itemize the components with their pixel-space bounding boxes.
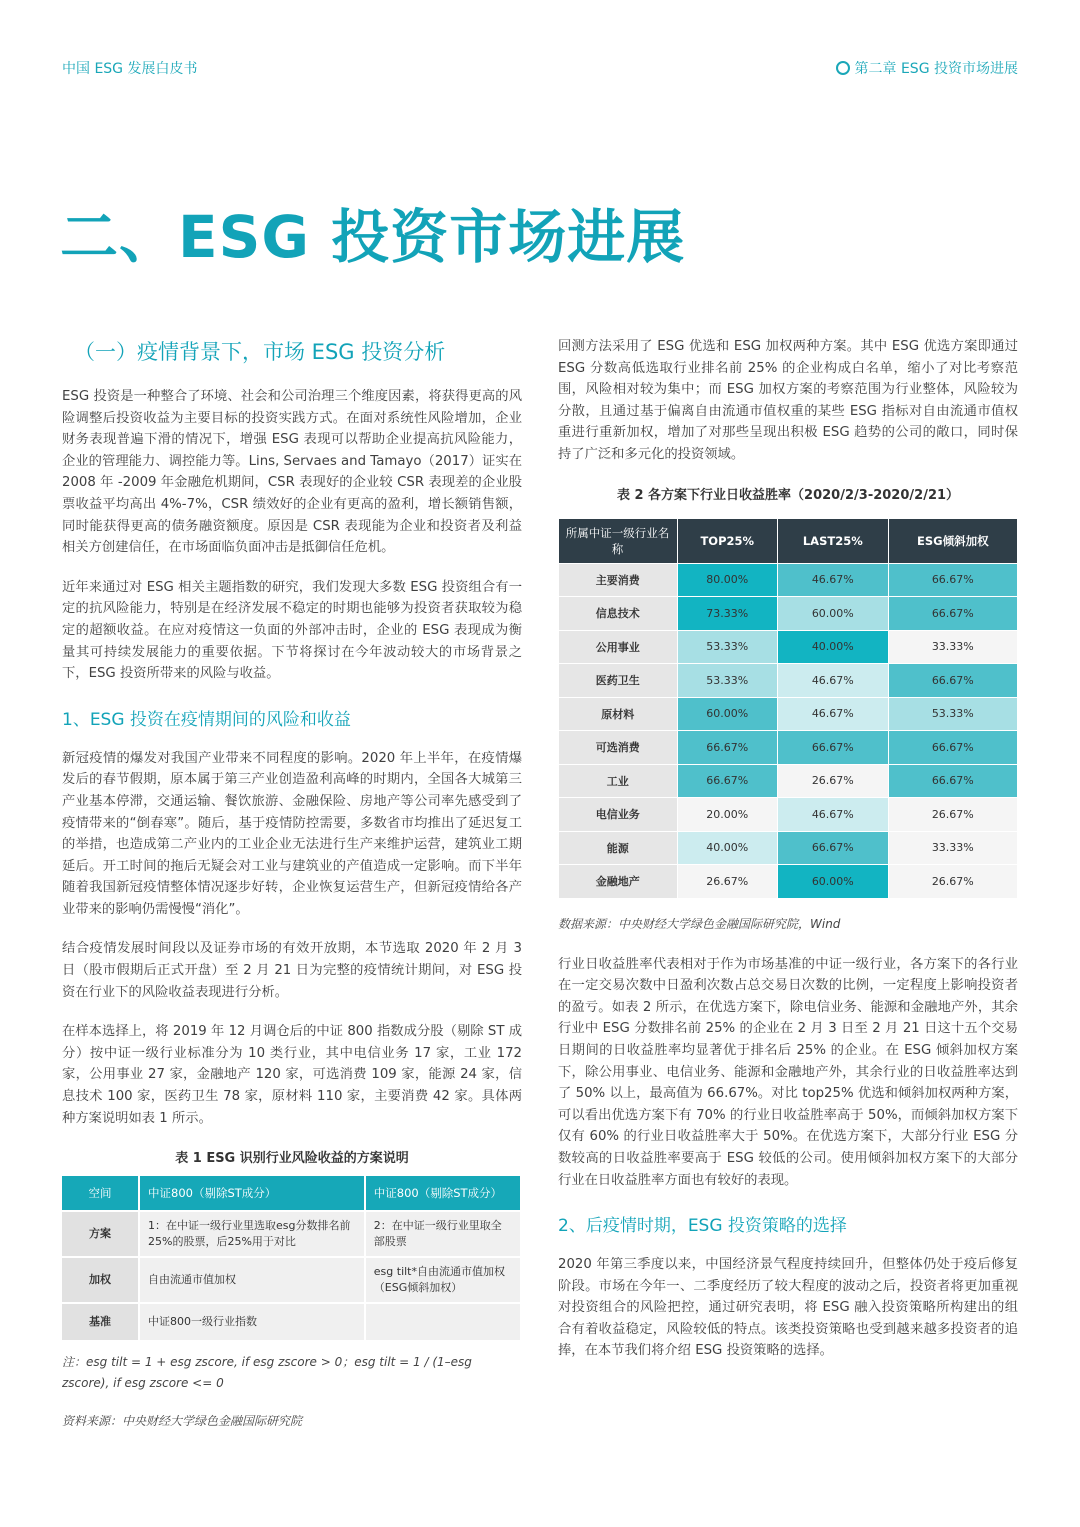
paragraph: 新冠疫情的爆发对我国产业带来不同程度的影响。2020 年上半年，在疫情爆发后的春节假期，原本属于第三产业创造盈利高峰的时期内，全国各大城第三产业基本停滞，交通运输、餐饮旅游、金融保险、房地产等公司率先感受到了疫情带来的“倒春寒”。随后，基于疫情防控需要，多数省市均推出了延迟复工的举措，也造成第二产业内的工业企业无法进行生产来维护运营，建筑业工期延后。开工时间的拖后无疑会对工业与建筑业的产值造成一定影响。而下半年随着我国新冠疫情整体情况逐步好转，企业恢复运营生产，但新冠疫情给各产业带来的影响仍需慢慢“消化”。 xyxy=(62,750,522,917)
table1-header: 空间 xyxy=(62,1176,139,1211)
win-rate-cell: 46.67% xyxy=(777,664,888,698)
section-heading: （一）疫情背景下，市场 ESG 投资分析 xyxy=(74,340,446,364)
paragraph: 行业日收益胜率代表相对于作为市场基准的中证一级行业，各方案下的各行业在一定交易次数中日盈利次数占总交易日次数的比例，一定程度上影响投资者的盈亏。如表 2 所示，在优选方案下，除电信业务、能源和金融地产外，其余行业中 ESG 分数排名前 25% 的企业在 2 月 3 日至 2 月 21 日这十五个交易日期间的日收益胜率均显著优于排名后 25% 的企业。在 ESG 倾斜加权方案下，除公用事业、电信业务、能源和金融地产外，其余行业的日收益胜率达到了 50% 以上，最高值为 66.67%。对比 top25% 优选和倾斜加权两种方案，可以看出优选方案下有 70% 的行业日收益胜率高于 50%，而倾斜加权方案下仅有 60% 的行业日收益胜率大于 50%。在优选方案下，大部分行业 ESG 分数较高的日收益胜率要高于 ESG 较低的公司。使用倾斜加权方案下的大部分行业在日收益胜率方面也有较好的表现。 xyxy=(558,956,1018,1188)
table2-source: 数据来源：中央财经大学绿色金融国际研究院，Wind xyxy=(558,916,841,931)
row-label: 基准 xyxy=(62,1303,139,1340)
table-row xyxy=(559,664,1018,698)
row-label: 加权 xyxy=(62,1257,139,1303)
table1-note: 注：esg tilt = 1 + esg zscore, if esg zscore > 0；esg tilt = 1 / (1–esg zscore), if esg zscore <= 0 xyxy=(62,1355,472,1391)
row-label: 方案 xyxy=(62,1211,139,1257)
win-rate-cell: 66.67% xyxy=(888,563,1017,597)
win-rate-cell: 40.00% xyxy=(777,630,888,664)
industry-name: 主要消费 xyxy=(559,563,678,597)
running-header-right-text: 第二章 ESG 投资市场进展 xyxy=(854,61,1018,77)
win-rate-cell: 33.33% xyxy=(888,831,1017,865)
win-rate-cell: 26.67% xyxy=(888,865,1017,899)
win-rate-cell: 46.67% xyxy=(777,697,888,731)
table-row xyxy=(62,1211,521,1257)
win-rate-cell: 66.67% xyxy=(777,831,888,865)
industry-name: 原材料 xyxy=(559,697,678,731)
paragraph: ESG 投资是一种整合了环境、社会和公司治理三个维度因素，将获得更高的风险调整后投资收益为主要目标的投资实践方式。在面对系统性风险增加，企业财务表现普遍下滑的情况下，增强 ESG 表现可以帮助企业提高抗风险能力，企业的管理能力、调控能力等。Lins, Servaes and Tamayo（2017）证实在 2008 年 -2009 年金融危机期间，CSR 表现好的企业较 CSR 表现差的企业股票收益平均高出 4%-7%，CSR 绩效好的企业有更高的盈利，增长额销售额，同时能获得更高的债务融资额度。原因是 CSR 表现能为企业和投资者及利益相关方创建信任，在市场面临负面冲击是抵御信任危机。 xyxy=(62,389,522,556)
win-rate-cell: 26.67% xyxy=(677,865,777,899)
win-rate-cell: 26.67% xyxy=(777,764,888,798)
table-row xyxy=(559,697,1018,731)
running-header-left: 中国 ESG 发展白皮书 xyxy=(62,61,198,77)
table-row xyxy=(559,731,1018,765)
win-rate-cell: 26.67% xyxy=(888,798,1017,832)
win-rate-cell: 66.67% xyxy=(888,731,1017,765)
table-row xyxy=(559,764,1018,798)
table1 xyxy=(62,1176,522,1340)
chapter-title: 二、ESG 投资市场进展 xyxy=(60,203,686,271)
win-rate-cell: 66.67% xyxy=(777,731,888,765)
table-cell xyxy=(365,1303,521,1340)
table-row xyxy=(559,563,1018,597)
table-row xyxy=(559,798,1018,832)
left-column xyxy=(62,332,522,1429)
win-rate-cell: 33.33% xyxy=(888,630,1017,664)
table2-header: LAST25% xyxy=(777,519,888,564)
industry-name: 电信业务 xyxy=(559,798,678,832)
table2-header: ESG倾斜加权 xyxy=(888,519,1017,564)
win-rate-cell: 66.67% xyxy=(888,664,1017,698)
table-row xyxy=(62,1303,521,1340)
win-rate-cell: 53.33% xyxy=(888,697,1017,731)
industry-name: 医药卫生 xyxy=(559,664,678,698)
circle-icon xyxy=(836,61,850,75)
win-rate-cell: 66.67% xyxy=(888,764,1017,798)
table1-header: 中证800（剔除ST成分） xyxy=(139,1176,365,1211)
industry-name: 工业 xyxy=(559,764,678,798)
win-rate-cell: 46.67% xyxy=(777,563,888,597)
table-cell: 自由流通市值加权 xyxy=(139,1257,365,1303)
industry-name: 公用事业 xyxy=(559,630,678,664)
table1-source: 资料来源：中央财经大学绿色金融国际研究院 xyxy=(62,1414,303,1429)
table-cell: 中证800一级行业指数 xyxy=(139,1303,365,1340)
table2 xyxy=(558,519,1018,899)
industry-name: 信息技术 xyxy=(559,597,678,631)
table-cell: 2：在中证一级行业里取全部股票 xyxy=(365,1211,521,1257)
win-rate-cell: 60.00% xyxy=(677,697,777,731)
table2-body xyxy=(559,563,1018,898)
win-rate-cell: 80.00% xyxy=(677,563,777,597)
table1-caption: 表 1 ESG 识别行业风险收益的方案说明 xyxy=(175,1151,409,1167)
subsection-heading: 1、ESG 投资在疫情期间的风险和收益 xyxy=(62,709,351,730)
win-rate-cell: 53.33% xyxy=(677,630,777,664)
win-rate-cell: 20.00% xyxy=(677,798,777,832)
paragraph: 回测方法采用了 ESG 优选和 ESG 加权两种方案。其中 ESG 优选方案即通过 ESG 分数高低选取行业排名前 25% 的企业构成白名单，缩小了对比考察范围，风险相对较为集中；而 ESG 加权方案的考察范围为行业整体，风险较为分散，且通过基于偏离自由流通市值权重的某些 ESG 指标对自由流通市值权重进行重新加权，增加了对那些呈现出积极 ESG 趋势的公司的敞口，同时保持了广泛和多元化的投资领域。 xyxy=(558,339,1018,462)
win-rate-cell: 60.00% xyxy=(777,865,888,899)
running-header-right xyxy=(836,58,1018,78)
table2-header: TOP25% xyxy=(677,519,777,564)
industry-name: 能源 xyxy=(559,831,678,865)
paragraph: 近年来通过对 ESG 相关主题指数的研究，我们发现大多数 ESG 投资组合有一定的抗风险能力，特别是在经济发展不稳定的时期也能够为投资者获取较为稳定的超额收益。在应对疫情这一负面的外部冲击时，企业的 ESG 表现成为衡量其可持续发展能力的重要依据。下节将探讨在今年波动较大的市场背景之下，ESG 投资所带来的风险与收益。 xyxy=(62,579,522,682)
table-row xyxy=(559,597,1018,631)
paragraph: 在样本选择上，将 2019 年 12 月调仓后的中证 800 指数成分股（剔除 ST 成分）按中证一级行业标准分为 10 类行业，其中电信业务 17 家，工业 172 家，公用事业 27 家，金融地产 120 家，可选消费 109 家，能源 24 家，信息技术 100 家，医药卫生 78 家，原材料 110 家，主要消费 42 家。具体两种方案说明如表 1 所示。 xyxy=(62,1024,522,1126)
paragraph: 结合疫情发展时间段以及证券市场的有效开放期，本节选取 2020 年 2 月 3 日（股市假期后正式开盘）至 2 月 21 日为完整的疫情统计期间，对 ESG 投资在行业下的风险收益表现进行分析。 xyxy=(62,941,522,1000)
win-rate-cell: 73.33% xyxy=(677,597,777,631)
table2-header: 所属中证一级行业名称 xyxy=(559,519,678,564)
win-rate-cell: 66.67% xyxy=(888,597,1017,631)
win-rate-cell: 53.33% xyxy=(677,664,777,698)
industry-name: 金融地产 xyxy=(559,865,678,899)
subsection-heading: 2、后疫情时期，ESG 投资策略的选择 xyxy=(558,1216,847,1237)
win-rate-cell: 46.67% xyxy=(777,798,888,832)
table-row xyxy=(559,865,1018,899)
table-row xyxy=(559,831,1018,865)
table-cell: esg tilt*自由流通市值加权（ESG倾斜加权） xyxy=(365,1257,521,1303)
table-row xyxy=(62,1257,521,1303)
win-rate-cell: 60.00% xyxy=(777,597,888,631)
industry-name: 可选消费 xyxy=(559,731,678,765)
paragraph: 2020 年第三季度以来，中国经济景气程度持续回升，但整体仍处于疫后修复阶段。市场在今年一、二季度经历了较大程度的波动之后，投资者将更加重视对投资组合的风险把控，通过研究表明，将 ESG 融入投资策略所构建出的组合有着收益稳定，风险较低的特点。该类投资策略也受到越来越多投资者的追捧，在本节我们将介绍 ESG 投资策略的选择。 xyxy=(558,1257,1018,1359)
right-column xyxy=(558,336,1018,1380)
table-cell: 1：在中证一级行业里选取esg分数排名前25%的股票，后25%用于对比 xyxy=(139,1211,365,1257)
table2-caption: 表 2 各方案下行业日收益胜率（2020/2/3-2020/2/21） xyxy=(616,487,960,503)
table-row xyxy=(559,630,1018,664)
win-rate-cell: 66.67% xyxy=(677,764,777,798)
table1-header: 中证800（剔除ST成分） xyxy=(365,1176,521,1211)
win-rate-cell: 66.67% xyxy=(677,731,777,765)
win-rate-cell: 40.00% xyxy=(677,831,777,865)
